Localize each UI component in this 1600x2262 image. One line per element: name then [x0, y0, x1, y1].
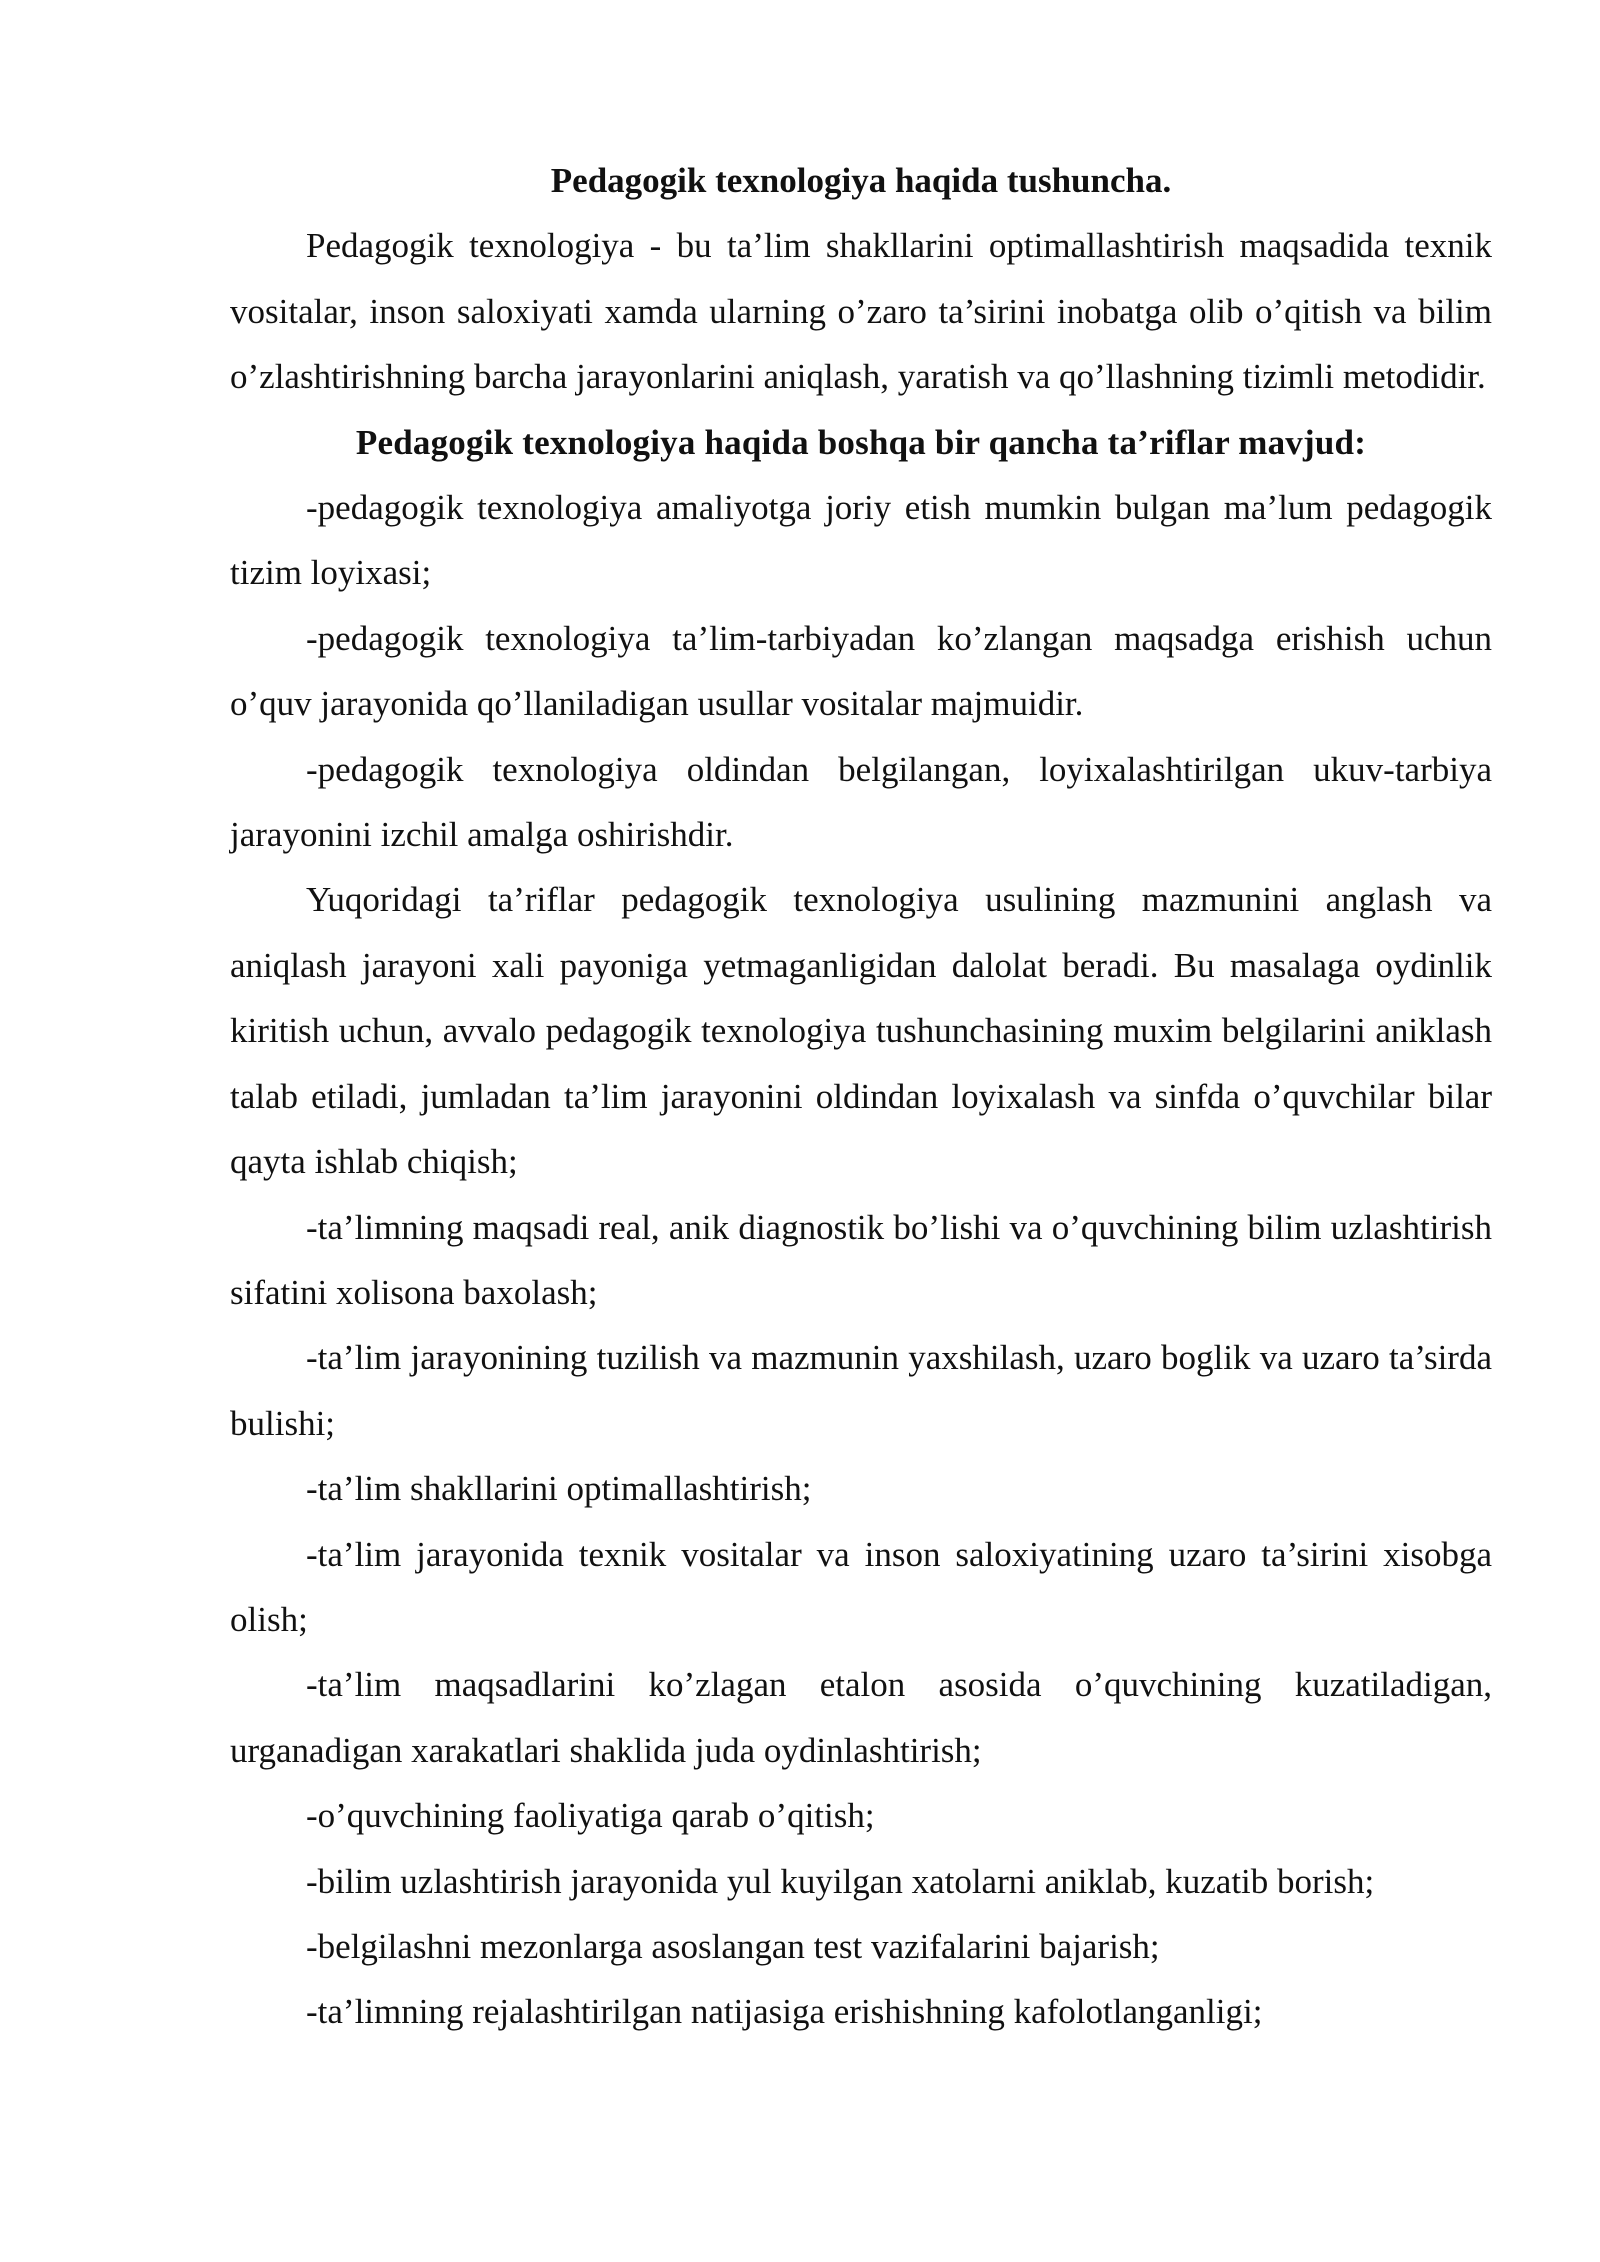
definition-item: -pedagogik texnologiya ta’lim-tarbiyadan ko’zlangan maqsadga erishish uchun o’quv jarayonida qo’llaniladigan usullar vositalar majmuidir.	[230, 618, 1492, 724]
document-body	[230, 148, 1492, 2045]
feature-item: -o’quvchining faoliyatiga qarab o’qitish;	[306, 1796, 875, 1836]
feature-item: -ta’lim shakllarini optimallashtirish;	[306, 1469, 812, 1509]
feature-item: -bilim uzlashtirish jarayonida yul kuyilgan xatolarni aniklab, kuzatib borish;	[306, 1861, 1375, 1901]
feature-item: -belgilashni mezonlarga asoslangan test vazifalarini bajarish;	[306, 1926, 1160, 1966]
feature-item: -ta’lim maqsadlarini ko’zlagan etalon asosida o’quvchining kuzatiladigan, urganadigan xarakatlari shaklida juda oydinlashtirish;	[230, 1665, 1492, 1770]
definition-item: -pedagogik texnologiya amaliyotga joriy etish mumkin bulgan ma’lum pedagogik tizim loyixasi;	[230, 488, 1492, 593]
document-title: Pedagogik texnologiya haqida tushuncha.	[550, 161, 1172, 200]
feature-item: -ta’lim jarayonida texnik vositalar va inson saloxiyatining uzaro ta’sirini xisobga olish;	[230, 1534, 1492, 1639]
feature-item: -ta’lim jarayonining tuzilish va mazmunin yaxshilash, uzaro boglik va uzaro ta’sirda bulishi;	[230, 1338, 1492, 1443]
section-subtitle: Pedagogik texnologiya haqida boshqa bir qancha ta’riflar mavjud:	[355, 422, 1367, 462]
conclusion-paragraph: Yuqoridagi ta’riflar pedagogik texnologiya usulining mazmunini anglash va aniqlash jarayoni xali payoniga yetmaganligidan dalolat beradi. Bu masalaga oydinlik kiritish uchun, avvalo pedagogik texnologiya tushunchasining muxim belgilarini aniklash talab etiladi, jumladan ta’lim jarayonini oldindan loyixalash va sinfda o’quvchilar bilar qayta ishlab chiqish;	[230, 880, 1492, 1182]
feature-item: -ta’limning maqsadi real, anik diagnostik bo’lishi va o’quvchining bilim uzlashtirish sifatini xolisona baxolash;	[230, 1207, 1492, 1312]
definition-item: -pedagogik texnologiya oldindan belgilangan, loyixalashtirilgan ukuv-tarbiya jarayonini izchil amalga oshirishdir.	[230, 749, 1492, 855]
intro-paragraph: Pedagogik texnologiya - bu ta’lim shakllarini optimallashtirish maqsadida texnik vositalar, inson saloxiyati xamda ularning o’zaro ta’sirini inobatga olib o’qitish va bilim o’zlashtirishning barcha jarayonlarini aniqlash, yaratish va qo’llashning tizimli metodidir.	[230, 226, 1492, 397]
feature-item: -ta’limning rejalashtirilgan natijasiga erishishning kafolotlanganligi;	[306, 1992, 1263, 2032]
